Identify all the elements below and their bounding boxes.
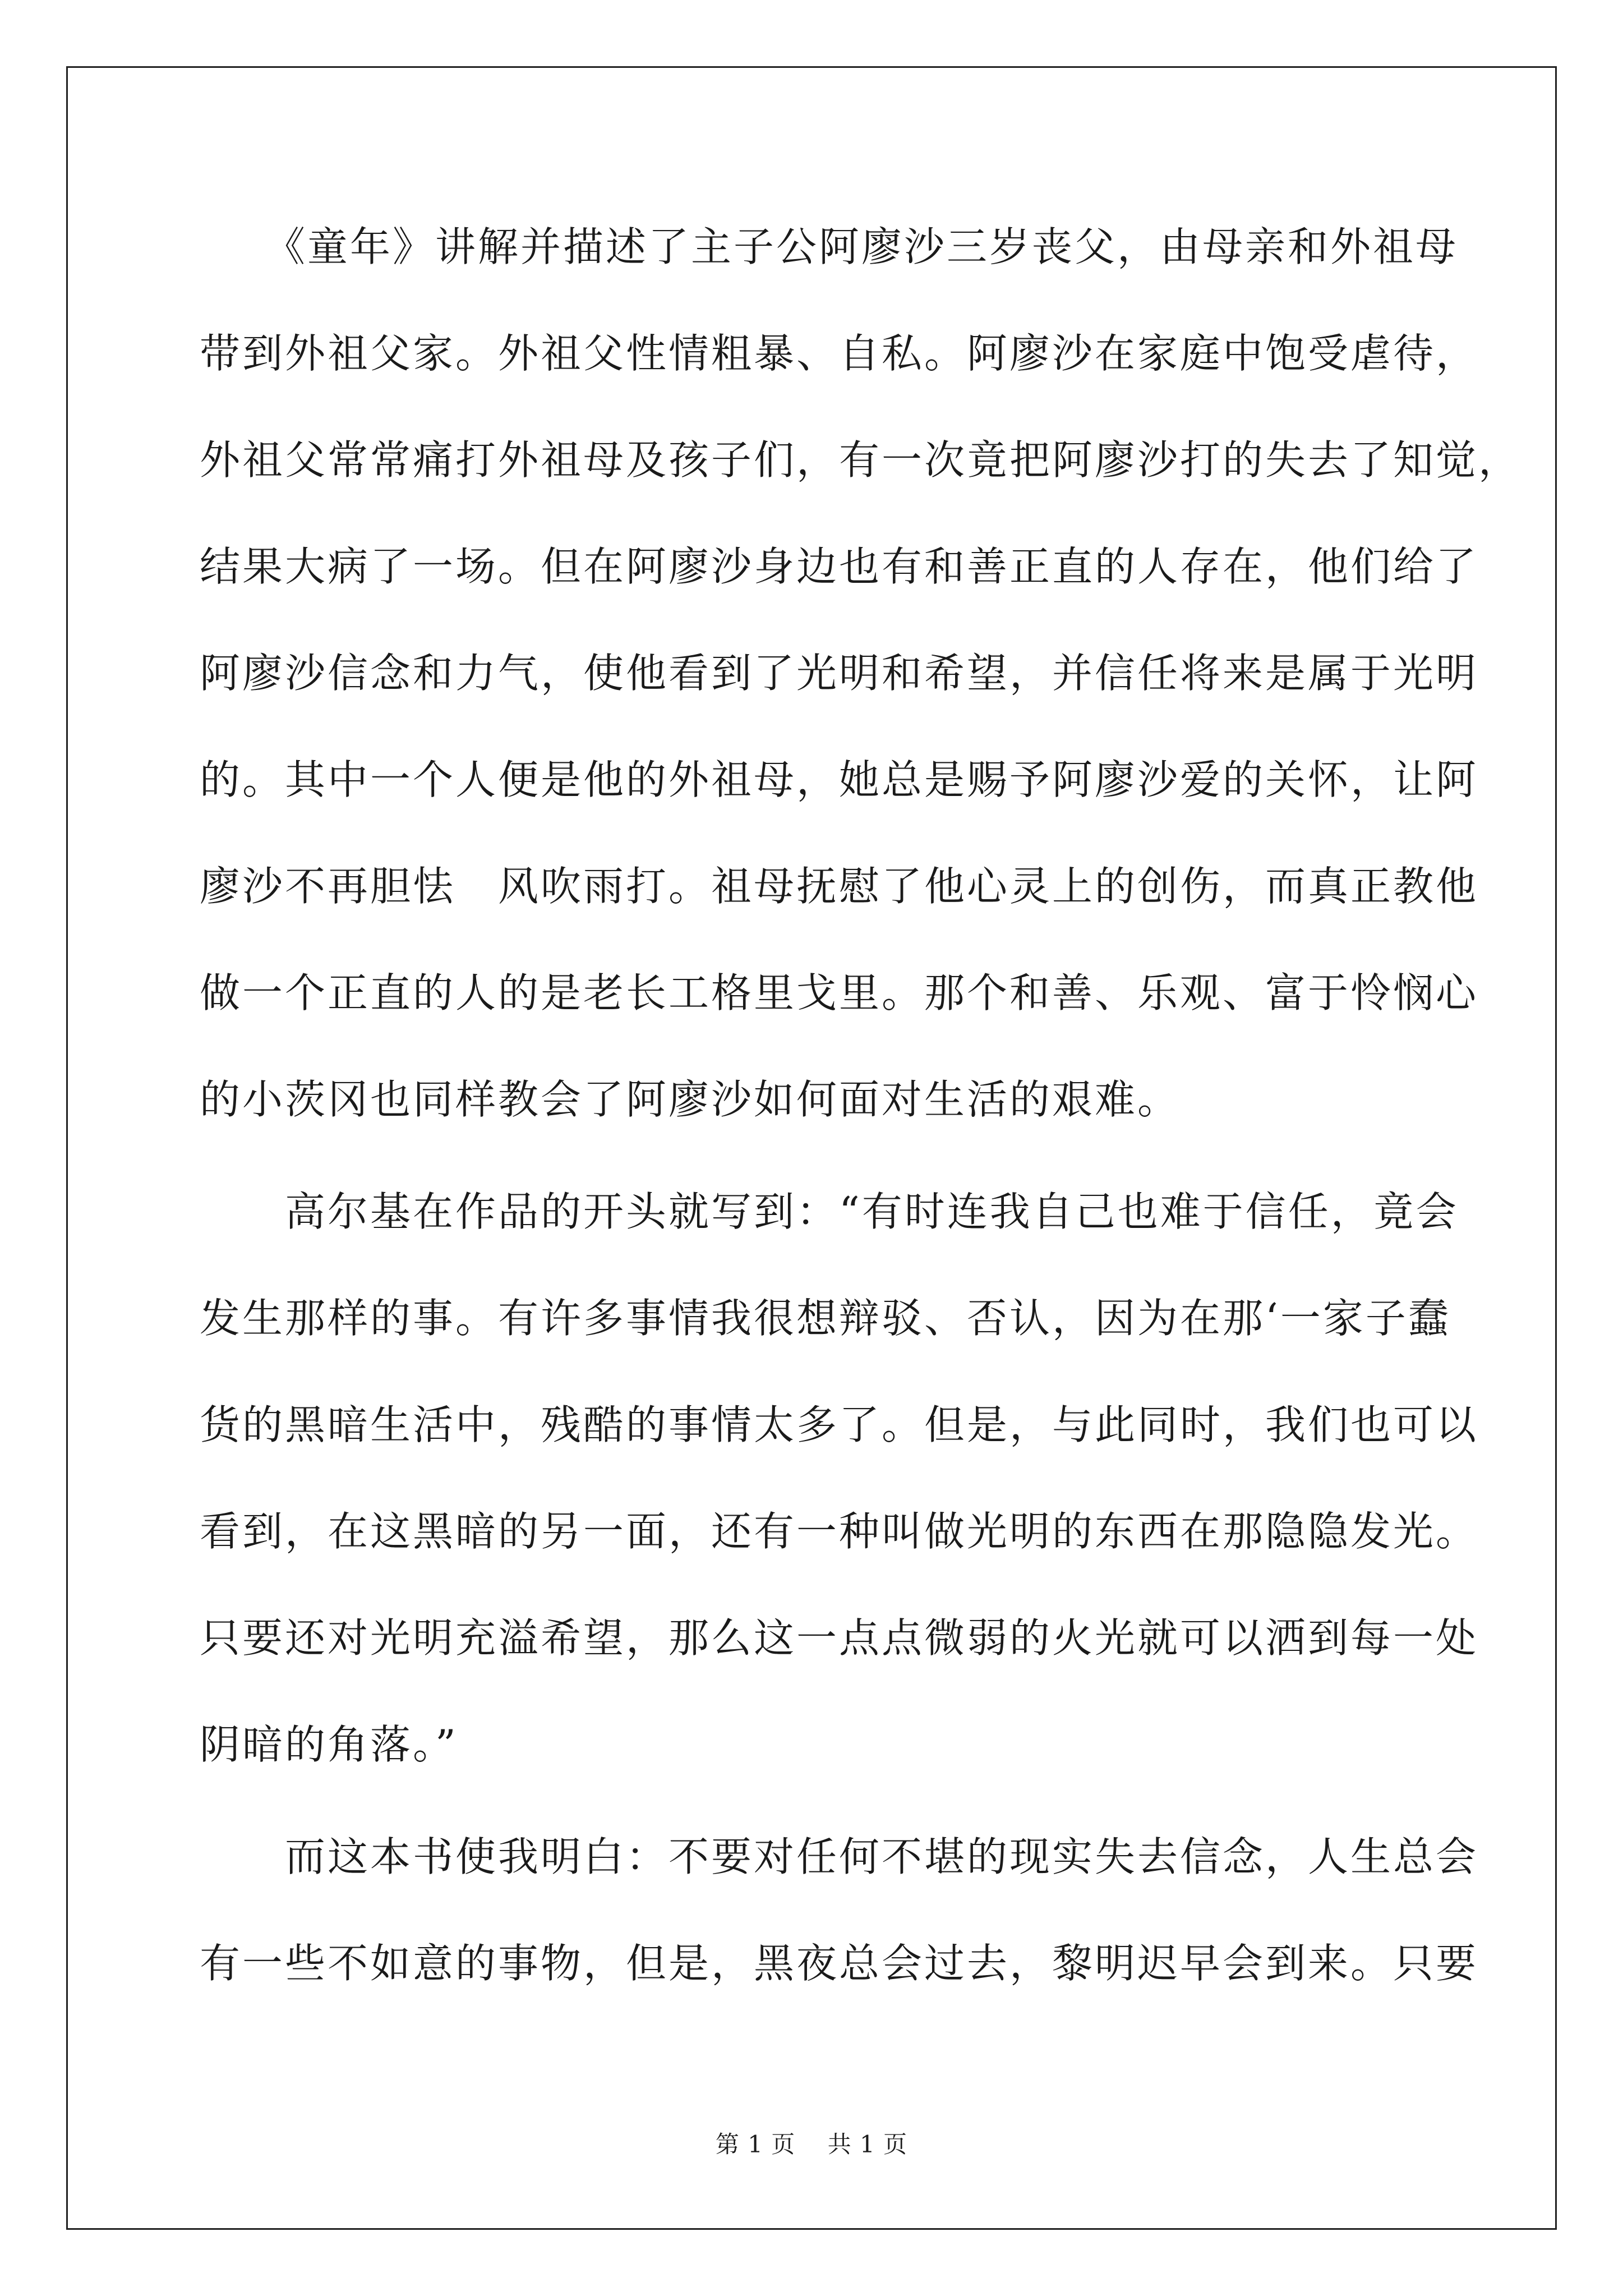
page-number-footer: 第 1 页 共 1 页 xyxy=(715,2131,908,2158)
page-border xyxy=(66,66,1557,2230)
text-line: 带到外祖父家。外祖父性情粗暴、自私。阿廖沙在家庭中饱受虐待， xyxy=(200,330,1479,377)
text-line: 而这本书使我明白：不要对任何不堪的现实失去信念，人生总会 xyxy=(200,1833,1479,1880)
text-line: 有一些不如意的事物，但是，黑夜总会过去，黎明迟早会到来。只要 xyxy=(200,1940,1479,1987)
text-line: 发生那样的事。有许多事情我很想辩驳、否认，因为在那‘一家子蠢 xyxy=(200,1295,1451,1342)
text-line: 高尔基在作品的开头就写到：“有时连我自己也难于信任，竟会 xyxy=(200,1188,1459,1235)
text-line: 外祖父常常痛打外祖母及孩子们，有一次竟把阿廖沙打的失去了知觉， xyxy=(200,436,1521,484)
text-line: 廖沙不再胆怯 风吹雨打。祖母抚慰了他心灵上的创伤，而真正教他 xyxy=(200,863,1479,910)
text-line: 的。其中一个人便是他的外祖母，她总是赐予阿廖沙爱的关怀，让阿 xyxy=(200,756,1479,803)
text-line: 阿廖沙信念和力气，使他看到了光明和希望，并信任将来是属于光明 xyxy=(200,650,1479,697)
text-line: 只要还对光明充溢希望，那么这一点点微弱的火光就可以洒到每一处 xyxy=(200,1614,1479,1662)
text-line: 看到，在这黑暗的另一面，还有一种叫做光明的东西在那隐隐发光。 xyxy=(200,1508,1479,1555)
text-line: 阴暗的角落。” xyxy=(200,1721,458,1768)
text-line: 做一个正直的人的是老长工格里戈里。那个和善、乐观、富于怜悯心 xyxy=(200,969,1479,1016)
text-line: 货的黑暗生活中，残酷的事情太多了。但是，与此同时，我们也可以 xyxy=(200,1401,1479,1448)
text-line: 结果大病了一场。但在阿廖沙身边也有和善正直的人存在，他们给了 xyxy=(200,543,1479,590)
text-line: 《童年》讲解并描述了主子公阿廖沙三岁丧父，由母亲和外祖母 xyxy=(200,223,1459,270)
text-line: 的小茨冈也同样教会了阿廖沙如何面对生活的艰难。 xyxy=(200,1076,1181,1123)
